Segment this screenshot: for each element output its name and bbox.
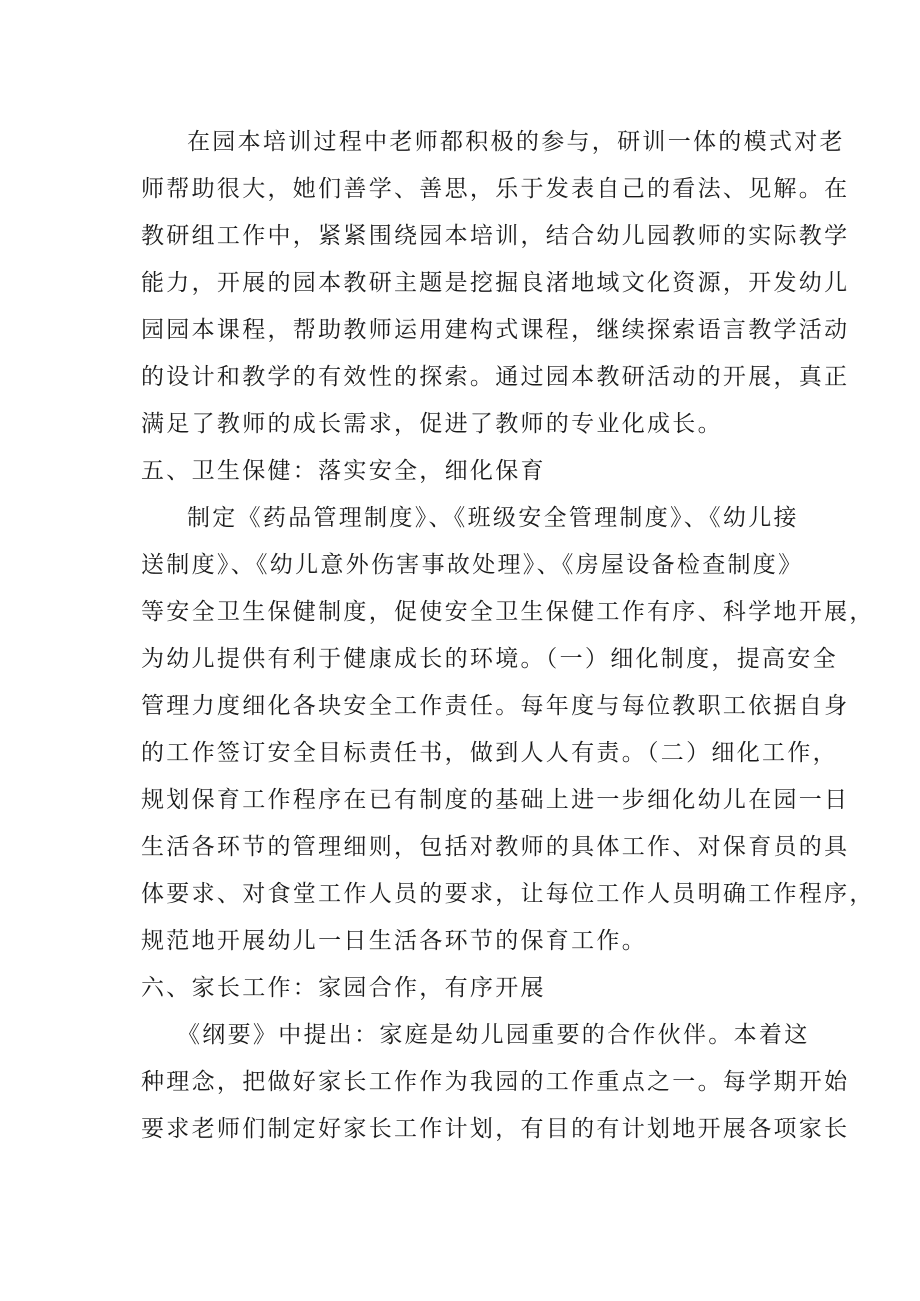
section-heading: 五、卫生保健：落实安全，细化保育 xyxy=(141,458,546,484)
paragraph-line: 园园本课程，帮助教师运用建构式课程，继续探索语言教学活动 xyxy=(141,317,850,343)
paragraph-line: 送制度》、《幼儿意外伤害事故处理》、《房屋设备检查制度》 xyxy=(141,552,804,578)
paragraph-line: 的设计和教学的有效性的探索。通过园本教研活动的开展，真正 xyxy=(141,364,850,390)
section-heading: 六、家长工作：家园合作，有序开展 xyxy=(141,975,546,1001)
paragraph-line: 师帮助很大，她们善学、善思，乐于发表自己的看法、见解。在 xyxy=(141,176,850,202)
paragraph-line: 教研组工作中，紧紧围绕园本培训，结合幼儿园教师的实际教学 xyxy=(141,223,850,249)
paragraph-line: 能力，开展的园本教研主题是挖掘良渚地域文化资源，开发幼儿 xyxy=(141,270,850,296)
paragraph-line: 规划保育工作程序在已有制度的基础上进一步细化幼儿在园一日 xyxy=(141,787,850,813)
paragraph-line: 等安全卫生保健制度，促使安全卫生保健工作有序、科学地开展， xyxy=(141,599,875,625)
paragraph-line: 规范地开展幼儿一日生活各环节的保育工作。 xyxy=(141,928,647,954)
paragraph-line: 体要求、对食堂工作人员的要求，让每位工作人员明确工作程序， xyxy=(141,881,875,907)
paragraph-line: 为幼儿提供有利于健康成长的环境。（一）细化制度，提高安全 xyxy=(141,646,838,672)
paragraph-line: 种理念，把做好家长工作作为我园的工作重点之一。每学期开始 xyxy=(141,1069,850,1095)
paragraph-line: 要求老师们制定好家长工作计划，有目的有计划地开展各项家长 xyxy=(141,1116,850,1142)
paragraph-line: 制定《药品管理制度》、《班级安全管理制度》、《幼儿接 xyxy=(187,505,799,531)
paragraph-line: 在园本培训过程中老师都积极的参与，研训一体的模式对老 xyxy=(187,129,845,155)
paragraph-line: 《纲要》中提出：家庭是幼儿园重要的合作伙伴。本着这 xyxy=(177,1022,810,1048)
paragraph-line: 管理力度细化各块安全工作责任。每年度与每位教职工依据自身 xyxy=(141,693,850,719)
paragraph-line: 的工作签订安全目标责任书，做到人人有责。（二）细化工作， xyxy=(141,740,838,766)
paragraph-line: 满足了教师的成长需求，促进了教师的专业化成长。 xyxy=(141,411,723,437)
paragraph-line: 生活各环节的管理细则，包括对教师的具体工作、对保育员的具 xyxy=(141,834,850,860)
